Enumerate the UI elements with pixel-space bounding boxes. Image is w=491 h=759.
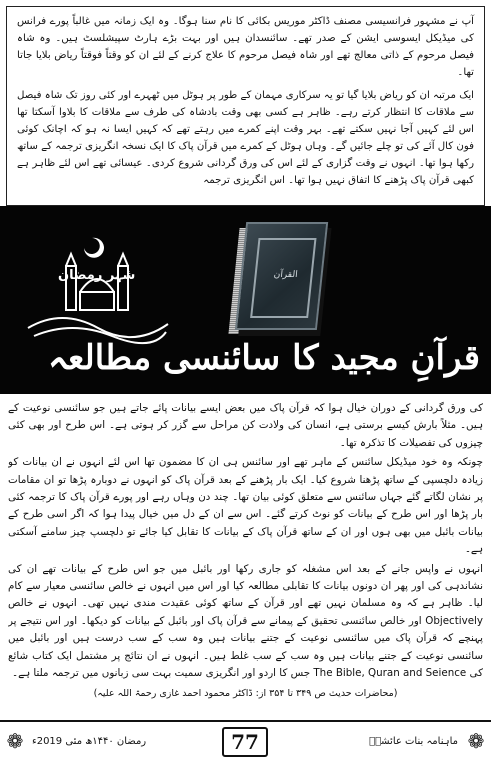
page-number: 77 bbox=[222, 727, 268, 757]
mosque-calligraphy-emblem bbox=[22, 236, 172, 346]
flower-ornament-icon: ❁ bbox=[467, 729, 485, 753]
calligraphy-text: شہر رمضان bbox=[58, 268, 136, 283]
article-body bbox=[8, 400, 483, 712]
quran-book-image bbox=[226, 222, 334, 340]
article-title: قرآنِ مجید کا سائنسی مطالعہ bbox=[48, 338, 480, 378]
body-paragraph-1: کی ورق گردانی کے دوران خیال ہوا کہ قرآن پاک میں بعض ایسے بیانات پائے جاتے ہیں جو سائنسی نوعیت کے ہیں۔ مثلاً بارش کیسے برستی ہے، انسان کی ولادت کن مراحل سے گزر کر ہوتی ہے۔ اس طرح اور بھی کئی چیزوں کی تفصیلات کا تذکرہ تھا۔ bbox=[8, 402, 483, 449]
issue-date: رمضان ۱۴۴۰ھ مئی 2019ء bbox=[32, 736, 147, 747]
page-footer bbox=[0, 720, 491, 759]
intro-paragraph-2: ایک مرتبہ ان کو ریاض بلایا گیا تو یہ سرکاری مہمان کے طور پر ہوٹل میں ٹھہرے اور کئی روز تک شاہ فیصل سے ملاقات کا انتظار کرتے رہے۔ ظاہر ہے کسی بھی وقت بادشاہ کی طرف سے ملاقات کا بلاوا آسکتا تھا اس لئے کہیں آجا نہیں سکتے تھے۔ بہر وقت اپنے کمرے میں رہتے تھے کہ کہیں ایسا نہ ہو کہ اچانک کوئی فون کال آئے کی تو چلے جائیں گے۔ وہاں ہوٹل کے کمرے میں قرآن پاک کا ایک نسخہ انگریزی ترجمہ کے ساتھ رکھا ہوا تھا۔ انہوں نے وقت گزاری کے لئے اس کی ورق گردانی شروع کردی۔ عیسائی تھے اس لئے ظاہر ہے کبھی قرآن پاک پڑھنے کا اتفاق نہیں ہوا تھا۔ اس انگریزی ترجمہ bbox=[17, 90, 474, 186]
body-paragraph-3: انہوں نے واپس جانے کے بعد اس مشغلہ کو جاری رکھا اور بائبل میں جو اس طرح کے بیانات تھے ان کی نشاندہی کی اور پھر ان دونوں بیانات کا تقابلی مطالعہ کیا اور اس میں انہوں نے خالص سائنسی معیار سے کام لیا۔ ظاہر ہے کہ وہ مسلمان نہیں تھے اور قرآن کے ساتھ کوئی عقیدت مندی نہیں تھی۔ انہوں نے خالص Objectively اور خالص سائنسی تحقیق کے پیمانے سے قرآن پاک اور بائبل کے بیانات کو دیکھا۔ اور اس نتیجے پر پہنچے کہ قرآن پاک میں سائنسی نوعیت کے جتنے بیانات ہیں وہ سب کے سب درست ہیں اور بائبل میں سائنسی نوعیت کے جتنے بیانات ہیں وہ سب کے سب غلط ہیں۔ انہوں نے ان نتائج پر مشتمل ایک کتاب شائع کی The Bible, Quran and Seience جس کا اردو اور انگریزی سمیت بہت سی زبانوں میں ترجمہ ملتا ہے۔ bbox=[8, 562, 483, 680]
flower-ornament-icon: ❁ bbox=[6, 729, 24, 753]
intro-box bbox=[6, 6, 485, 206]
title-banner bbox=[0, 206, 491, 394]
book-emblem: القرآن bbox=[273, 270, 299, 280]
source-citation: (محاضرات حدیث ص ۳۴۹ تا ۳۵۴ از: ڈاکٹر محمود احمد غازی رحمۃ اللہ علیہ) bbox=[93, 687, 398, 699]
intro-paragraph-1: آپ نے مشہور فرانسیسی مصنف ڈاکٹر موریس بکائی کا نام سنا ہوگا۔ وہ ایک زمانہ میں غالباً پورے فرانس کی میڈیکل ایسوسی ایشن کے صدر تھے۔ سائنسدان ہیں اور بہت بڑے ہارٹ سپیشلسٹ ہیں۔ وہ شاہ فیصل مرحوم کے ذاتی معالج تھے اور شاہ فیصل مرحوم کا علاج کرنے کے لئے ان کو وقتاً فوقتاً ریاض بلایا جاتا تھا۔ bbox=[17, 16, 474, 78]
magazine-name: ماہنامہ بنات عائشہؓ bbox=[369, 736, 458, 747]
body-paragraph-2: چونکہ وہ خود میڈیکل سائنس کے ماہر تھے اور سائنس ہی ان کا مضمون تھا اس لئے انہوں نے ان بیانات کو زیادہ دلچسپی کے ساتھ پڑھنا شروع کیا۔ ایک بار پڑھنے کے بعد قرآن پاک کو انہوں نے دوبارہ پڑھا تو ان مقامات پر نشان لگاتے گئے جہاں سائنس سے متعلق کوئی بیان تھا۔ چند دن وہاں رہے اور پورے قرآن پاک کا ترجمہ کئی بار پڑھا اور اس طرح کے بیانات کو نوٹ کرتے گئے۔ اس سے ان کے دل میں خیال پیدا ہوا کہ اگر اسی طرح کے بیانات بائبل میں بھی ہوں اور ان کے ساتھ قرآن پاک کے بیانات کا تقابل کیا جائے تو دلچسپ چیز سامنے آسکتی ہے۔ bbox=[8, 456, 483, 556]
